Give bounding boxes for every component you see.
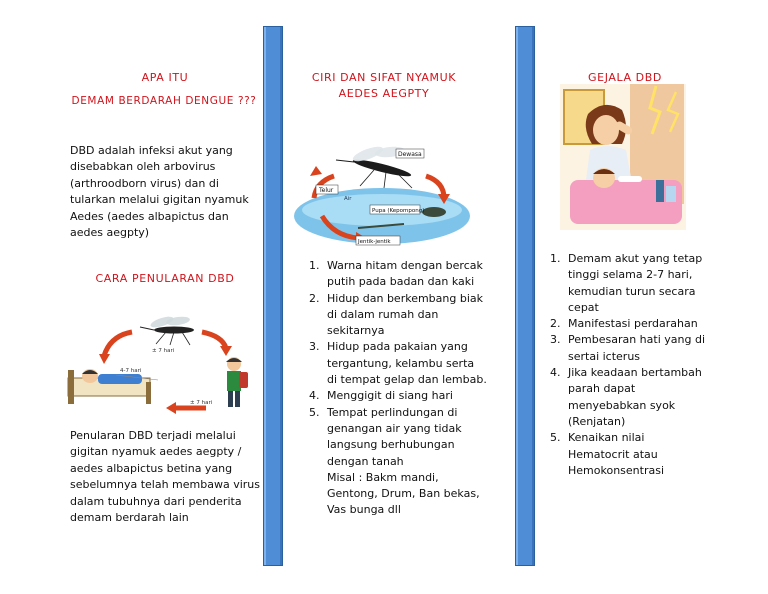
trait-line: Gentong, Drum, Ban bekas, (327, 487, 480, 501)
trait-line: Vas bunga dll (327, 503, 401, 517)
trait-item (323, 388, 495, 404)
col2-title-line1: CIRI DAN SIFAT NYAMUK (311, 71, 457, 84)
symptom-line: 4. Jika keadaan bertambah (568, 366, 702, 380)
label-larva: Jentik-jentik (358, 239, 391, 245)
symptom-item (564, 251, 726, 316)
trait-line: 1. Warna hitam dengan bercak (327, 259, 483, 272)
intro-line: Aedes (aedes albapictus dan (70, 209, 229, 223)
transmission-paragraph (70, 428, 260, 526)
trait-line: langsung berhubungan (327, 438, 455, 452)
transmission-line: gigitan nyamuk aedes aegpty / (70, 445, 242, 459)
symptom-item (564, 365, 726, 430)
schoolboy-icon (226, 357, 248, 407)
symptom-line: 2. Manifestasi perdarahan (568, 317, 698, 331)
symptoms-list (546, 251, 726, 479)
symptom-line: 3. Pembesaran hati yang di (568, 333, 705, 347)
label-adult: Dewasa (398, 151, 422, 158)
col1-title-line2: DEMAM BERDARAH DENGUE ??? (71, 95, 257, 107)
trait-item (323, 291, 495, 340)
intro-line: disebabkan oleh arbovirus (70, 160, 216, 174)
trait-line: genangan air yang tidak (327, 421, 462, 435)
symptom-line: menyebabkan syok (568, 398, 676, 412)
label-pupa: Pupa (Kepompong) (372, 208, 425, 214)
symptom-line: Hemokonsentrasi (568, 463, 664, 477)
trait-line: 5. Tempat perlindungan di (327, 405, 458, 419)
transmission-line: dalam tubuhnya dari penderita (70, 494, 242, 508)
label-egg: Telur (319, 187, 334, 194)
symptom-line: kemudian turun secara (568, 284, 696, 298)
mosquito-traits-list (305, 258, 495, 519)
trait-item (323, 258, 495, 291)
trait-line: 4. Menggigit di siang hari (327, 389, 453, 403)
symptom-line: 5. Kenaikan nilai (568, 431, 645, 445)
glass-icon (666, 186, 676, 202)
trait-line: sekitarnya (327, 324, 385, 338)
cycle-label-middle: 4-7 hari (120, 368, 142, 374)
intro-paragraph (70, 143, 260, 241)
trait-line: Misal : Bakm mandi, (327, 470, 439, 484)
col2-title-line2: AEDES AEGPTY (338, 87, 430, 100)
medicine-bottle-icon (656, 180, 664, 202)
transmission-cycle-illustration (66, 312, 262, 424)
trait-line: 3. Hidup pada pakaian yang (327, 340, 468, 354)
sick-person-in-bed-icon (68, 369, 151, 404)
arrow-head-icon (166, 402, 176, 414)
arrow-icon (202, 332, 226, 348)
arrow-head-icon (310, 166, 322, 176)
symptom-line: Hematocrit atau (568, 447, 658, 461)
symptom-line: (Renjatan) (568, 414, 626, 428)
intro-line: (arthroodborn virus) dan di (70, 176, 219, 190)
intro-line: tularkan melalui gigitan nyamuk (70, 193, 249, 207)
label-water: Air (344, 196, 352, 202)
cycle-label-bottom: ± 7 hari (190, 400, 213, 406)
transmission-title: CARA PENULARAN DBD (95, 272, 235, 285)
symptom-line: tinggi selama 2-7 hari, (568, 268, 693, 282)
trait-item (323, 405, 495, 519)
trait-line: putih pada badan dan kaki (327, 275, 475, 289)
symptom-line: sertai icterus (568, 349, 641, 363)
trait-item (323, 339, 495, 388)
trait-line: di tempat gelap dan lembab. (327, 373, 487, 387)
mosquito-lifecycle-diagram (294, 132, 474, 248)
intro-line: aedes aegpty) (70, 226, 150, 240)
symptom-line: cepat (568, 300, 599, 314)
symptom-item (564, 430, 726, 479)
trait-line: 2. Hidup dan berkembang biak (327, 291, 484, 305)
symptom-line: 1. Demam akut yang tetap (568, 252, 703, 265)
col1-title-line1: APA ITU (141, 71, 189, 84)
pupa-icon (422, 207, 446, 217)
arrow-icon (104, 332, 132, 356)
trait-line: dengan tanah (327, 454, 404, 468)
symptom-item (564, 316, 726, 332)
cycle-label-top: ± 7 hari (152, 348, 175, 354)
intro-line: DBD adalah infeksi akut yang (70, 144, 233, 157)
column-divider-right (515, 26, 535, 566)
transmission-line: Penularan DBD terjadi melalui (70, 429, 236, 442)
mother-sick-child-illustration (560, 84, 686, 230)
trait-line: di dalam rumah dan (327, 307, 439, 321)
transmission-line: aedes albapictus betina yang (70, 461, 233, 475)
column-divider-left (263, 26, 283, 566)
arrow-head-icon (220, 346, 232, 356)
transmission-line: demam berdarah lain (70, 511, 189, 525)
col3-title: GEJALA DBD (588, 71, 662, 84)
transmission-line: sebelumnya telah membawa virus (70, 478, 261, 492)
mosquito-icon (140, 314, 194, 345)
symptom-item (564, 332, 726, 365)
trait-line: tergantung, kelambu serta (327, 356, 475, 370)
symptom-line: parah dapat (568, 382, 636, 396)
arrow-head-icon (99, 354, 110, 364)
